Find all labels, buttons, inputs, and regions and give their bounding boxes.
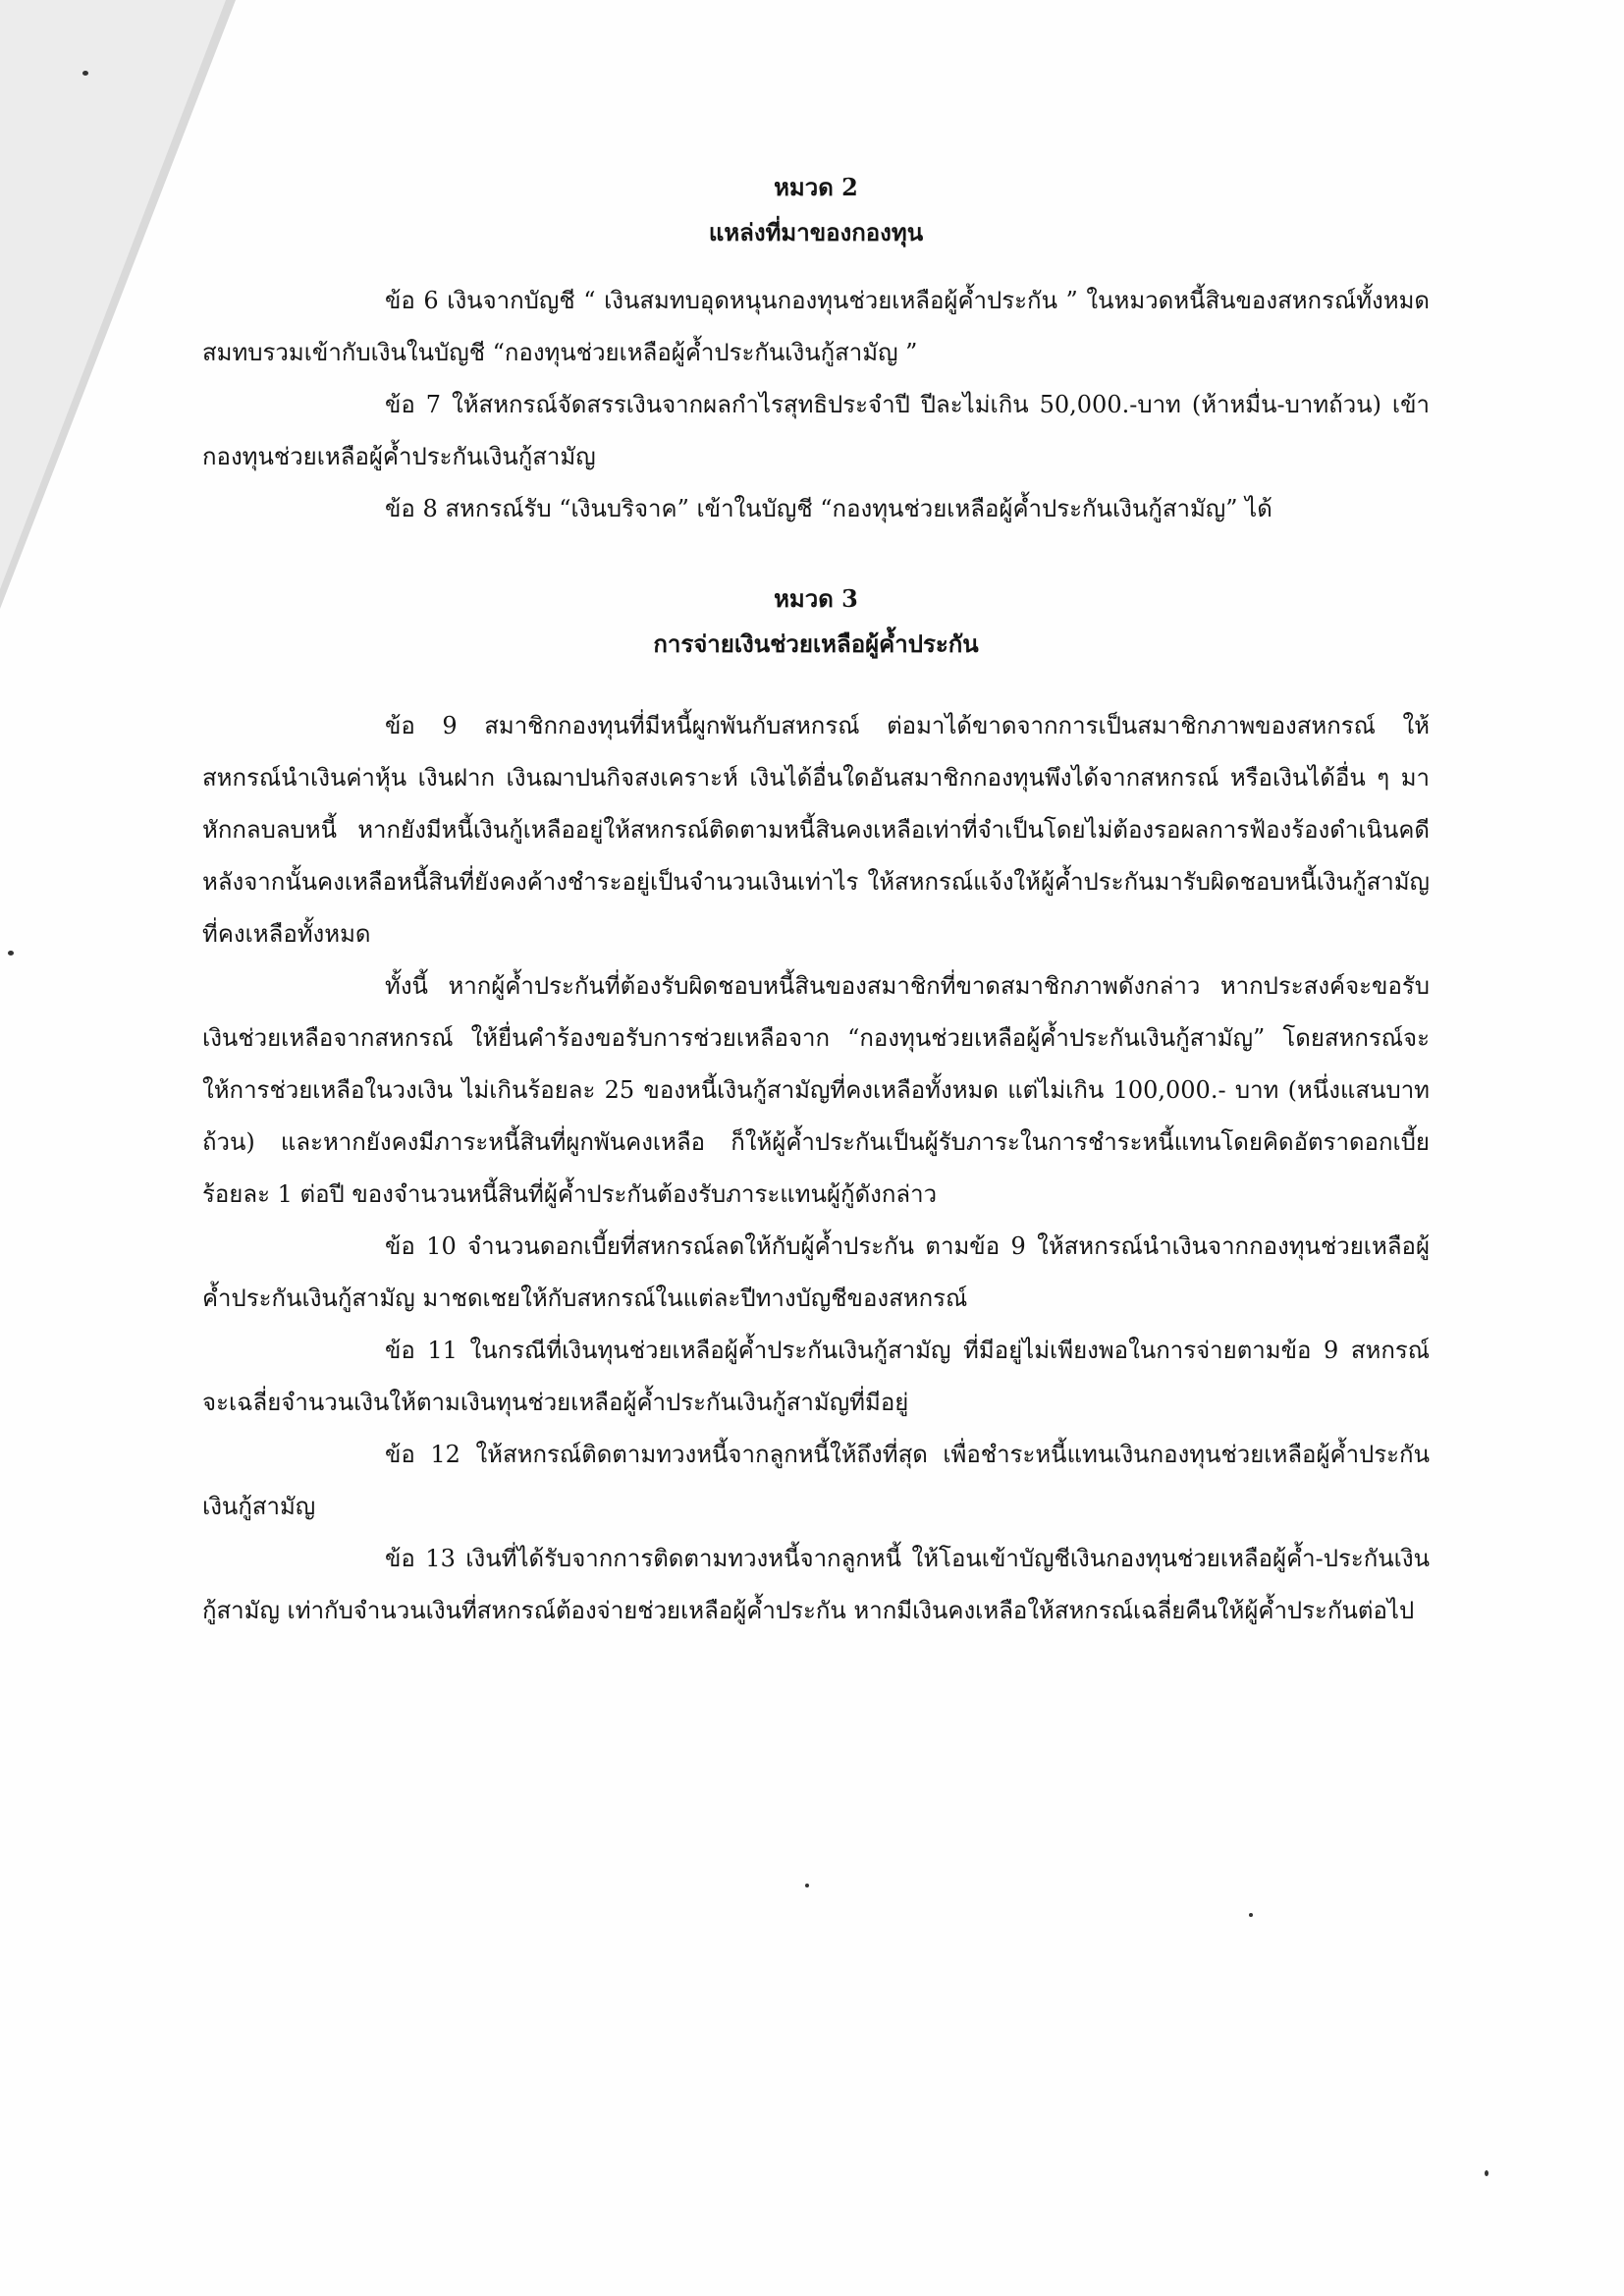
scan-speck <box>1485 2170 1489 2176</box>
clause-9: ข้อ 9 สมาชิกกองทุนที่มีหนี้ผูกพันกับสหกรณ์ ต่อมาได้ขาดจากการเป็นสมาชิกภาพของสหกรณ์ ให้สหกรณ์นำเงินค่าหุ้น เงินฝาก เงินฌาปนกิจสงเคราะห์ เงินได้อื่นใดอันสมาชิกกองทุนพึงได้จากสหกรณ์ หรือเงินได้อื่น ๆ มาหักกลบลบหนี้ หากยังมีหนี้เงินกู้เหลืออยู่ให้สหกรณ์ติดตามหนี้สินคงเหลือเท่าที่จำเป็นโดยไม่ต้องรอผลการฟ้องร้องดำเนินคดี หลังจากนั้นคงเหลือหนี้สินที่ยังคงค้างชำระอยู่เป็นจำนวนเงินเท่าไร ให้สหกรณ์แจ้งให้ผู้ค้ำประกันมารับผิดชอบหนี้เงินกู้สามัญที่คงเหลือทั้งหมด <box>202 712 1431 948</box>
clause-8: ข้อ 8 สหกรณ์รับ “เงินบริจาค” เข้าในบัญชี “กองทุนช่วยเหลือผู้ค้ำประกันเงินกู้สามัญ” ได้ <box>385 495 1272 522</box>
chapter-3-heading: หมวด 3 <box>774 584 858 613</box>
clause-12: ข้อ 12 ให้สหกรณ์ติดตามทวงหนี้จากลูกหนี้ให้ถึงที่สุด เพื่อชำระหนี้แทนเงินกองทุนช่วยเหลือผู้ค้ำประกันเงินกู้สามัญ <box>202 1441 1430 1520</box>
clause-9-continuation: ทั้งนี้ หากผู้ค้ำประกันที่ต้องรับผิดชอบหนี้สินของสมาชิกที่ขาดสมาชิกภาพดังกล่าว หากประสงค์จะขอรับเงินช่วยเหลือจากสหกรณ์ ให้ยื่นคำร้องขอรับการช่วยเหลือจาก “กองทุนช่วยเหลือผู้ค้ำประกันเงินกู้สามัญ” โดยสหกรณ์จะให้การช่วยเหลือในวงเงิน ไม่เกินร้อยละ 25 ของหนี้เงินกู้สามัญที่คงเหลือทั้งหมด แต่ไม่เกิน 100,000.- บาท (หนึ่งแสนบาทถ้วน) และหากยังคงมีภาระหนี้สินที่ผูกพันคงเหลือ ก็ให้ผู้ค้ำประกันเป็นผู้รับภาระในการชำระหนี้แทนโดยคิดอัตราดอกเบี้ยร้อยละ 1 ต่อปี ของจำนวนหนี้สินที่ผู้ค้ำประกันต้องรับภาระแทนผู้กู้ดังกล่าว <box>202 972 1430 1208</box>
scan-speck <box>1249 1913 1253 1917</box>
clause-13: ข้อ 13 เงินที่ได้รับจากการติดตามทวงหนี้จากลูกหนี้ ให้โอนเข้าบัญชีเงินกองทุนช่วยเหลือผู้ค้ำ-ประกันเงินกู้สามัญ เท่ากับจำนวนเงินที่สหกรณ์ต้องจ่ายช่วยเหลือผู้ค้ำประกัน หากมีเงินคงเหลือให้สหกรณ์เฉลี่ยคืนให้ผู้ค้ำประกันต่อไป <box>202 1545 1430 1624</box>
scan-speck <box>8 951 14 956</box>
clause-6: ข้อ 6 เงินจากบัญชี “ เงินสมทบอุดหนุนกองทุนช่วยเหลือผู้ค้ำประกัน ” ในหมวดหนี้สินของสหกรณ์ทั้งหมด สมทบรวมเข้ากับเงินในบัญชี “กองทุนช่วยเหลือผู้ค้ำประกันเงินกู้สามัญ ” <box>202 287 1430 366</box>
chapter-3-subheading: การจ่ายเงินช่วยเหลือผู้ค้ำประกัน <box>653 629 979 658</box>
clause-10: ข้อ 10 จำนวนดอกเบี้ยที่สหกรณ์ลดให้กับผู้ค้ำประกัน ตามข้อ 9 ให้สหกรณ์นำเงินจากกองทุนช่วยเหลือผู้ค้ำประกันเงินกู้สามัญ มาชดเชยให้กับสหกรณ์ในแต่ละปีทางบัญชีของสหกรณ์ <box>202 1232 1430 1312</box>
scan-speck <box>805 1884 809 1887</box>
clause-7: ข้อ 7 ให้สหกรณ์จัดสรรเงินจากผลกำไรสุทธิประจำปี ปีละไม่เกิน 50,000.-บาท (ห้าหมื่น-บาทถ้วน) เข้ากองทุนช่วยเหลือผู้ค้ำประกันเงินกู้สามัญ <box>202 391 1430 470</box>
chapter-2-heading: หมวด 2 <box>774 173 858 201</box>
scan-shadow-edge-inner <box>0 0 226 589</box>
chapter-2-subheading: แหล่งที่มาของกองทุน <box>708 218 924 246</box>
clause-11: ข้อ 11 ในกรณีที่เงินทุนช่วยเหลือผู้ค้ำประกันเงินกู้สามัญ ที่มีอยู่ไม่เพียงพอในการจ่ายตามข้อ 9 สหกรณ์จะเฉลี่ยจำนวนเงินให้ตามเงินทุนช่วยเหลือผู้ค้ำประกันเงินกู้สามัญที่มีอยู่ <box>202 1337 1430 1416</box>
document-body <box>202 165 1430 1637</box>
scan-speck <box>82 71 88 76</box>
